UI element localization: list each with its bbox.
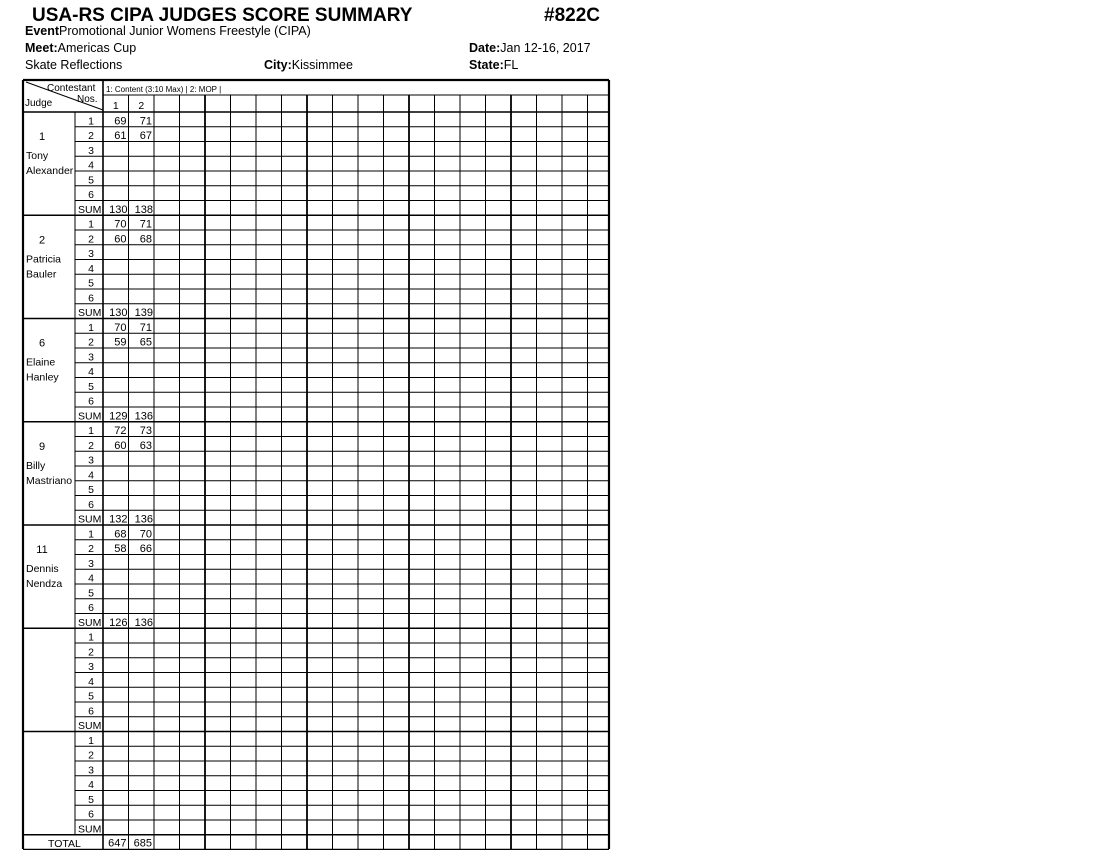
score-row-label: 6 xyxy=(88,189,94,201)
score-row-label: 2 xyxy=(88,336,94,349)
sum-cell: 136 xyxy=(134,513,153,526)
score-row-label: 1 xyxy=(88,321,94,334)
score-row-label: 2 xyxy=(88,543,94,555)
judge-name: Patricia xyxy=(26,253,62,266)
score-cell: 68 xyxy=(139,233,152,246)
score-cell: 63 xyxy=(139,439,152,452)
score-row-label: 1 xyxy=(88,218,94,231)
form-code: #822C xyxy=(544,5,600,26)
score-row-label: 2 xyxy=(88,233,94,246)
total-cell: 685 xyxy=(133,837,152,850)
score-cell: 71 xyxy=(139,321,152,334)
column-number: 1 xyxy=(112,100,119,112)
score-cell: 61 xyxy=(114,130,127,142)
score-row-label: 4 xyxy=(88,779,94,791)
score-row-label: 2 xyxy=(88,439,94,452)
score-row-label: 4 xyxy=(88,572,94,585)
score-row-label: 5 xyxy=(88,484,94,496)
sum-row-label: SUM xyxy=(78,410,102,423)
score-row-label: 5 xyxy=(88,793,94,806)
sum-row-label: SUM xyxy=(78,823,102,836)
judge-name: Tony xyxy=(26,150,49,162)
meet-label: Meet: xyxy=(25,41,58,55)
score-row-label: 6 xyxy=(88,705,94,718)
sum-row-label: SUM xyxy=(78,513,102,526)
score-row-label: 6 xyxy=(88,602,94,614)
total-cell: 647 xyxy=(108,837,127,850)
event-label: Event xyxy=(25,24,60,38)
judge-number: 2 xyxy=(38,234,46,247)
total-label: TOTAL xyxy=(48,838,81,850)
score-cell: 71 xyxy=(139,115,152,128)
judge-number: 1 xyxy=(38,131,46,143)
event-value: Promotional Junior Womens Freestyle (CIPA) xyxy=(59,24,311,38)
score-row-label: 3 xyxy=(88,248,94,260)
score-row-label: 2 xyxy=(88,646,94,659)
score-row-label: 3 xyxy=(88,454,94,467)
score-row-label: 4 xyxy=(88,675,94,688)
column-number: 2 xyxy=(138,100,145,112)
score-row-label: 4 xyxy=(88,159,94,172)
sum-cell: 136 xyxy=(134,410,153,423)
judge-name: Mastriano xyxy=(26,474,73,487)
sum-cell: 136 xyxy=(134,616,153,629)
score-cell: 58 xyxy=(114,543,127,555)
page-title: USA-RS CIPA JUDGES SCORE SUMMARY xyxy=(32,5,413,26)
judge-name: Dennis xyxy=(26,563,59,575)
score-row-label: 1 xyxy=(88,425,94,437)
meet-value: Americas Cup xyxy=(57,41,137,55)
score-row-label: 2 xyxy=(88,749,94,762)
judge-number: 6 xyxy=(38,337,46,350)
judge-name: Alexander xyxy=(26,165,74,177)
judge-number: 9 xyxy=(38,440,46,453)
city-label: City: xyxy=(264,58,292,72)
score-cell: 70 xyxy=(114,321,127,334)
sum-row-label: SUM xyxy=(78,720,102,732)
score-row-label: 1 xyxy=(88,115,94,128)
score-cell: 60 xyxy=(114,233,127,246)
score-cell: 71 xyxy=(139,218,152,231)
score-cell: 67 xyxy=(139,130,152,142)
score-row-label: 4 xyxy=(88,366,94,378)
sum-cell: 139 xyxy=(134,307,153,319)
score-cell: 73 xyxy=(139,425,152,437)
judge-number: 11 xyxy=(36,544,48,556)
score-row-label: 2 xyxy=(88,130,94,142)
sum-cell: 126 xyxy=(109,616,128,629)
criteria-label: 1: Content (3:10 Max) | 2: MOP | xyxy=(106,85,222,94)
judge-name: Hanley xyxy=(26,371,59,384)
score-cell: 70 xyxy=(139,528,152,541)
score-row-label: 5 xyxy=(88,380,94,393)
judge-name: Elaine xyxy=(26,356,56,369)
sum-cell: 130 xyxy=(109,307,128,319)
contestant-label: Contestant xyxy=(47,83,96,94)
score-row-label: 4 xyxy=(88,469,94,482)
score-row-label: 1 xyxy=(88,631,94,644)
city-value: Kissimmee xyxy=(291,58,353,72)
score-row-label: 3 xyxy=(88,661,94,673)
judge-label: Judge xyxy=(25,98,53,109)
score-cell: 68 xyxy=(114,528,127,541)
score-cell: 66 xyxy=(139,543,152,555)
score-row-label: 5 xyxy=(88,174,94,187)
score-row-label: 6 xyxy=(88,292,94,305)
score-row-label: 1 xyxy=(88,734,94,747)
score-cell: 72 xyxy=(114,425,127,437)
score-row-label: 5 xyxy=(88,277,94,290)
sum-cell: 132 xyxy=(109,513,128,526)
date-label: Date: xyxy=(469,41,501,55)
sum-row-label: SUM xyxy=(78,203,102,216)
score-cell: 69 xyxy=(114,115,127,128)
club-name: Skate Reflections xyxy=(25,58,123,72)
sum-cell: 130 xyxy=(109,203,128,216)
sum-row-label: SUM xyxy=(78,616,102,629)
sum-cell: 129 xyxy=(109,410,128,423)
score-row-label: 4 xyxy=(88,262,94,275)
score-row-label: 3 xyxy=(88,351,94,364)
score-cell: 60 xyxy=(114,439,127,452)
score-cell: 59 xyxy=(114,336,127,349)
score-row-label: 6 xyxy=(88,395,94,408)
judge-name: Billy xyxy=(26,459,46,472)
nos-label: Nos. xyxy=(77,94,98,105)
score-row-label: 6 xyxy=(88,808,94,821)
score-cell: 70 xyxy=(114,218,127,231)
score-row-label: 5 xyxy=(88,587,94,600)
score-row-label: 3 xyxy=(88,557,94,570)
score-cell: 65 xyxy=(139,336,152,349)
date-value: Jan 12-16, 2017 xyxy=(500,41,591,55)
score-row-label: 3 xyxy=(88,144,94,157)
score-row-label: 5 xyxy=(88,690,94,703)
judge-name: Bauler xyxy=(26,268,57,281)
score-row-label: 3 xyxy=(88,764,94,777)
sum-cell: 138 xyxy=(134,203,153,216)
score-row-label: 6 xyxy=(88,498,94,511)
sum-row-label: SUM xyxy=(78,307,102,319)
score-row-label: 1 xyxy=(88,528,94,541)
state-label: State: xyxy=(469,58,504,72)
state-value: FL xyxy=(503,58,519,72)
judge-name: Nendza xyxy=(26,578,63,590)
